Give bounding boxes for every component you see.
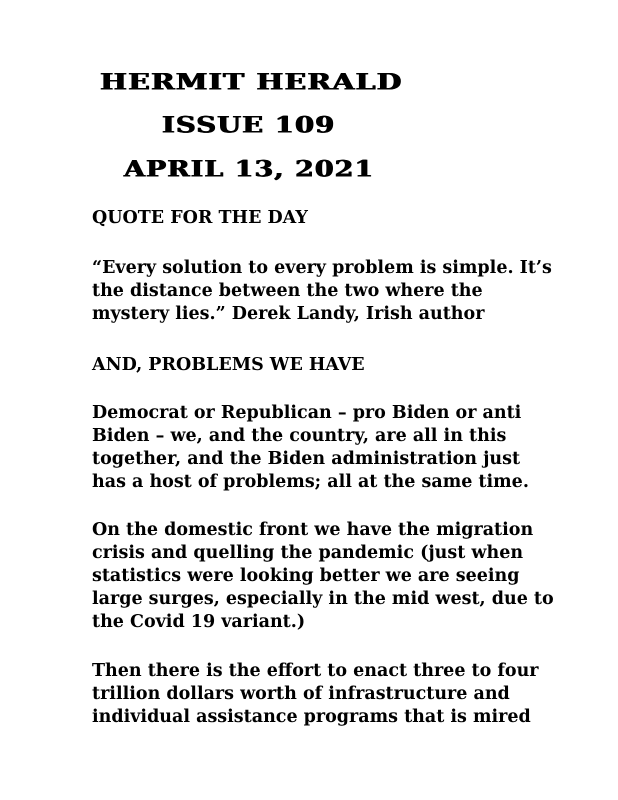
problems-heading-text: AND, PROBLEMS WE HAVE xyxy=(92,355,365,375)
paragraph-line: crisis and quelling the pandemic (just when xyxy=(92,543,524,563)
paragraph-2 xyxy=(92,519,592,634)
quote-line: mystery lies.” Derek Landy, Irish author xyxy=(92,304,485,324)
paragraph-line: together, and the Biden administration just xyxy=(92,449,521,469)
paragraph-line: Then there is the effort to enact three to four xyxy=(92,661,539,681)
paragraph-line: trillion dollars worth of infrastructure and xyxy=(92,684,510,704)
quote-heading-text: QUOTE FOR THE DAY xyxy=(92,208,308,228)
paragraph-line: statistics were looking better we are seeing xyxy=(92,566,520,586)
paragraph-line: individual assistance programs that is mired xyxy=(92,707,531,727)
paragraph-line: On the domestic front we have the migration xyxy=(92,520,534,540)
quote-heading xyxy=(92,207,592,230)
quote-line: the distance between the two where the xyxy=(92,281,483,301)
paragraph-line: has a host of problems; all at the same time. xyxy=(92,472,529,492)
paragraph-1 xyxy=(92,402,592,494)
issue-date: APRIL 13, 2021 xyxy=(124,157,375,183)
quote-line: “Every solution to every problem is simple. It’s xyxy=(92,258,552,278)
problems-heading xyxy=(92,354,592,377)
paragraph-line: Democrat or Republican – pro Biden or anti xyxy=(92,403,522,423)
issue-number: ISSUE 109 xyxy=(162,113,336,139)
quote-paragraph xyxy=(92,257,592,326)
paragraph-line: large surges, especially in the mid west, due to xyxy=(92,589,554,609)
paragraph-3 xyxy=(92,660,592,729)
newsletter-title: HERMIT HERALD xyxy=(100,70,403,96)
paragraph-line: the Covid 19 variant.) xyxy=(92,612,306,632)
paragraph-line: Biden – we, and the country, are all in this xyxy=(92,426,507,446)
